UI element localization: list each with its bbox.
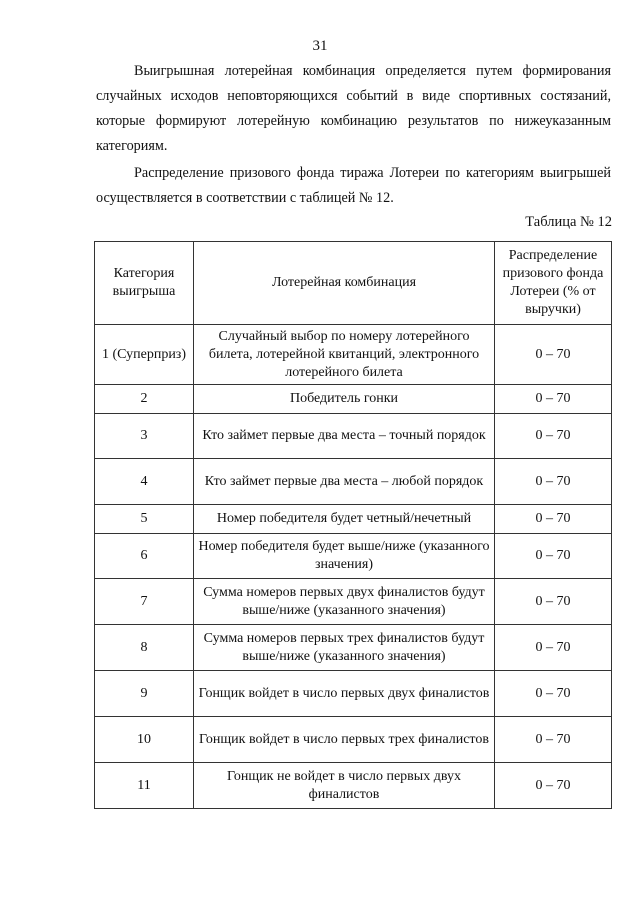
cell-combination: Гонщик войдет в число первых трех финалистов [194, 717, 495, 763]
table-row [95, 505, 612, 534]
cell-distribution: 0 – 70 [495, 459, 612, 505]
cell-distribution: 0 – 70 [495, 325, 612, 385]
cell-category: 9 [95, 671, 194, 717]
cell-combination: Гонщик войдет в число первых двух финалистов [194, 671, 495, 717]
table-row [95, 763, 612, 809]
table-row [95, 625, 612, 671]
cell-category: 10 [95, 717, 194, 763]
cell-distribution: 0 – 70 [495, 534, 612, 579]
header-distribution: Распределение призового фонда Лотереи (% от выручки) [495, 242, 612, 325]
table-row [95, 459, 612, 505]
cell-category: 3 [95, 414, 194, 459]
cell-distribution: 0 – 70 [495, 763, 612, 809]
cell-category: 6 [95, 534, 194, 579]
table-row [95, 671, 612, 717]
table-row [95, 717, 612, 763]
cell-distribution: 0 – 70 [495, 385, 612, 414]
cell-combination: Кто займет первые два места – точный порядок [194, 414, 495, 459]
table-caption: Таблица № 12 [525, 214, 612, 230]
page-number: 31 [312, 38, 328, 54]
table-row [95, 414, 612, 459]
cell-distribution: 0 – 70 [495, 625, 612, 671]
cell-combination: Сумма номеров первых двух финалистов будут выше/ниже (указанного значения) [194, 579, 495, 625]
cell-distribution: 0 – 70 [495, 505, 612, 534]
paragraph-prize-distribution: Распределение призового фонда тиража Лотереи по категориям выигрышей осуществляется в соответствии с таблицей № 12. [96, 165, 611, 206]
cell-combination: Кто займет первые два места – любой порядок [194, 459, 495, 505]
table-row [95, 579, 612, 625]
cell-category: 1 (Суперприз) [95, 325, 194, 385]
cell-category: 8 [95, 625, 194, 671]
cell-category: 5 [95, 505, 194, 534]
cell-category: 7 [95, 579, 194, 625]
cell-distribution: 0 – 70 [495, 414, 612, 459]
header-category: Категория выигрыша [95, 242, 194, 325]
cell-combination: Номер победителя будет выше/ниже (указанного значения) [194, 534, 495, 579]
cell-distribution: 0 – 70 [495, 671, 612, 717]
paragraph-winning-combination: Выигрышная лотерейная комбинация определяется путем формирования случайных исходов неповторяющихся событий в виде спортивных состязаний, которые формируют лотерейную комбинацию результатов по нижеуказанным категориям. [96, 63, 611, 154]
cell-category: 11 [95, 763, 194, 809]
table-row [95, 534, 612, 579]
cell-combination: Победитель гонки [194, 385, 495, 414]
prize-distribution-table [94, 241, 612, 809]
cell-distribution: 0 – 70 [495, 717, 612, 763]
cell-combination: Сумма номеров первых трех финалистов будут выше/ниже (указанного значения) [194, 625, 495, 671]
cell-combination: Номер победителя будет четный/нечетный [194, 505, 495, 534]
table-row [95, 385, 612, 414]
cell-category: 2 [95, 385, 194, 414]
table-row [95, 325, 612, 385]
cell-distribution: 0 – 70 [495, 579, 612, 625]
cell-combination: Случайный выбор по номеру лотерейного билета, лотерейной квитанций, электронного лотерейного билета [194, 325, 495, 385]
table-header-row [95, 242, 612, 325]
cell-combination: Гонщик не войдет в число первых двух финалистов [194, 763, 495, 809]
header-combination: Лотерейная комбинация [194, 242, 495, 325]
cell-category: 4 [95, 459, 194, 505]
